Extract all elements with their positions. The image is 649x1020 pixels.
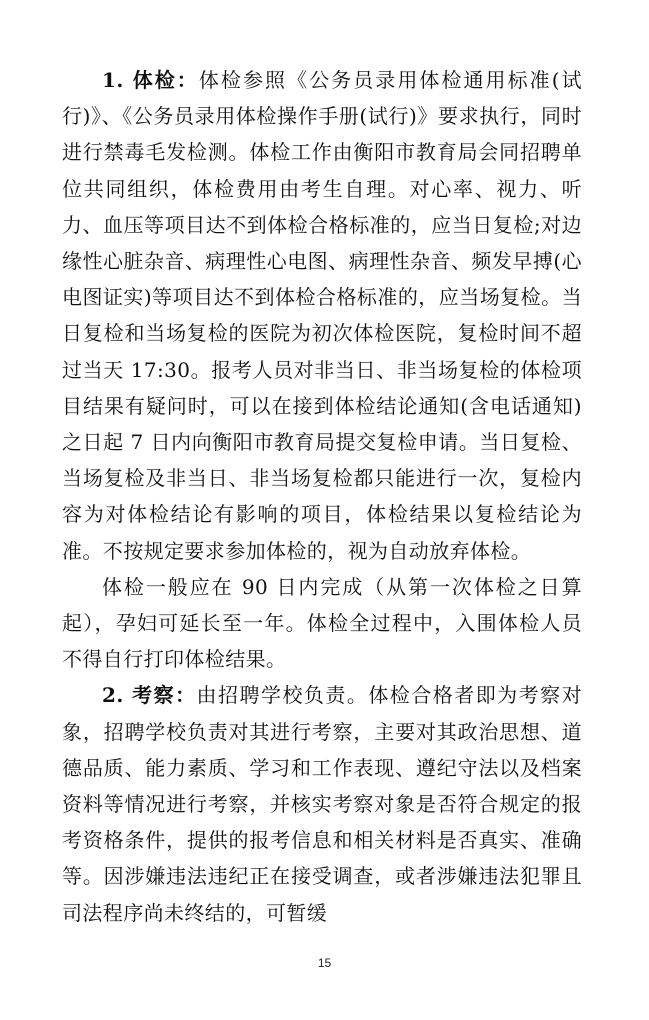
section-1-text-2: 体检一般应在 90 日内完成（从第一次体检之日算起），孕妇可延长至一年。体检全过程中，入围体检人员不得自行打印体检结果。	[62, 574, 582, 672]
section-2-heading: 2. 考察：	[102, 683, 197, 708]
section-1-paragraph-2	[62, 569, 582, 678]
section-1-heading: 1. 体检：	[102, 68, 199, 92]
section-2-paragraph-1	[62, 677, 582, 930]
page-number: 15	[317, 956, 332, 970]
section-2-text-1: 由招聘学校负责。体检合格者即为考察对象，招聘学校负责对其进行考察，主要对其政治思想、道德品质、能力素质、学习和工作表现、遵纪守法以及档案资料等情况进行考察，并核实考察对象是否符合规定的报考资格条件，提供的报考信息和相关材料是否真实、准确等。因涉嫌违法违纪正在接受调查，或者涉嫌违法犯罪且司法程序尚未终结的，可暂缓	[62, 683, 582, 925]
document-body	[62, 62, 582, 931]
section-1-text-1: 体检参照《公务员录用体检通用标准(试行)》、《公务员录用体检操作手册(试行)》要求执行，同时进行禁毒毛发检测。体检工作由衡阳市教育局会同招聘单位共同组织，体检费用由考生自理。对心率、视力、听力、血压等项目达不到体检合格标准的，应当日复检;对边缘性心脏杂音、病理性心电图、病理性杂音、频发早搏(心电图证实)等项目达不到体检合格标准的，应当场复检。当日复检和当场复检的医院为初次体检医院，复检时间不超过当天 17:30。报考人员对非当日、非当场复检的体检项目结果有疑问时，可以在接到体检结论通知(含电话通知)之日起 7 日内向衡阳市教育局提交复检申请。当日复检、当场复检及非当日、非当场复检都只能进行一次，复检内容为对体检结论有影响的项目，体检结果以复检结论为准。不按规定要求参加体检的，视为自动放弃体检。	[62, 68, 582, 563]
section-1-paragraph-1	[62, 62, 582, 569]
